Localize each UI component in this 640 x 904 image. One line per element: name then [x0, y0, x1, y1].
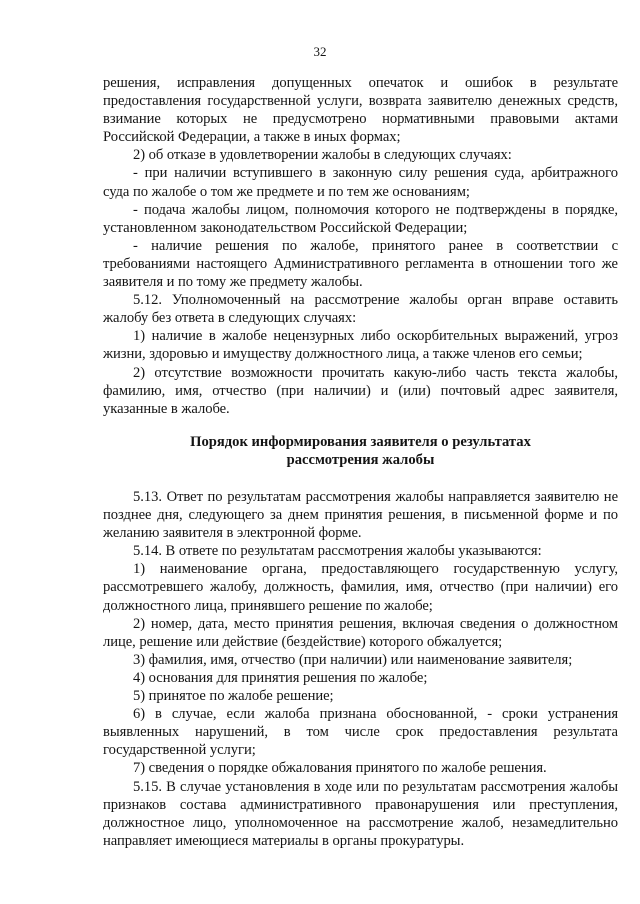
page-number: 32 — [313, 44, 327, 59]
paragraph-item-7: 7) сведения о порядке обжалования принятого по жалобе решения. — [133, 760, 547, 777]
paragraph-obscene-language: 1) наличие в жалобе нецензурных либо оскорбительных выражений, угроз жизни, здоровью и имуществу должностного лица, а также членов его семьи; — [103, 328, 618, 363]
paragraph-5-13: 5.13. Ответ по результатам рассмотрения жалобы направляется заявителю не позднее дня, следующего за днем принятия решения, в письменной форме и по желанию заявителя в электронной форме. — [103, 489, 618, 542]
paragraph-unauthorized-filing: - подача жалобы лицом, полномочия которого не подтверждены в порядке, установленном законодательством Российской Федерации; — [103, 201, 618, 236]
paragraph-item-5: 5) принятое по жалобе решение; — [133, 688, 334, 705]
paragraph-item-4: 4) основания для принятия решения по жалобе; — [133, 669, 428, 686]
paragraph-item-1: 1) наименование органа, предоставляющего государственную услугу, рассмотревшего жалобу, должность, фамилия, имя, отчество (при наличии) его должностного лица, принявшего решение по жалобе; — [103, 561, 618, 614]
text-block-response-content — [103, 488, 618, 850]
paragraph-refusal-cases: 2) об отказе в удовлетворении жалобы в следующих случаях: — [133, 147, 512, 164]
text-block-complaint-grounds — [103, 74, 618, 418]
paragraph-5-15: 5.15. В случае установления в ходе или по результатам рассмотрения жалобы признаков состава административного правонарушения или преступления, должностное лицо, уполномоченное на рассмотрение жалоб, незамедлительно направляет имеющиеся материалы в органы прокуратуры. — [103, 778, 618, 849]
section-heading-line-1: Порядок информирования заявителя о результатах — [190, 434, 531, 450]
paragraph-5-14: 5.14. В ответе по результатам рассмотрения жалобы указываются: — [133, 543, 542, 560]
paragraph-item-3: 3) фамилия, имя, отчество (при наличии) или наименование заявителя; — [133, 651, 573, 668]
paragraph-5-12: 5.12. Уполномоченный на рассмотрение жалобы орган вправе оставить жалобу без ответа в следующих случаях: — [103, 292, 618, 327]
paragraph-item-2: 2) номер, дата, место принятия решения, включая сведения о должностном лице, решение или действие (бездействие) которого обжалуется; — [103, 615, 618, 650]
paragraph-item-6: 6) в случае, если жалоба признана обоснованной, - сроки устранения выявленных нарушений, в том числе срок предоставления результата государственной услуги; — [103, 706, 618, 759]
section-heading-line-2: рассмотрения жалобы — [286, 452, 435, 469]
paragraph-court-decision: - при наличии вступившего в законную силу решения суда, арбитражного суда по жалобе о том же предмете и по тем же основаниям; — [103, 165, 618, 200]
section-heading — [103, 433, 618, 469]
paragraph-unreadable-text: 2) отсутствие возможности прочитать какую-либо часть текста жалобы, фамилию, имя, отчество (при наличии) и (или) почтовый адрес заявителя, указанные в жалобе. — [103, 364, 618, 417]
paragraph-continuation: решения, исправления допущенных опечаток и ошибок в результате предоставления государственной услуги, возврата заявителю денежных средств, взимание которых не предусмотрено нормативными правовыми актами Российской Федерации, а также в иных формах; — [103, 75, 618, 146]
paragraph-prior-decision: - наличие решения по жалобе, принятого ранее в соответствии с требованиями настоящего Административного регламента в отношении того же заявителя и по тому же предмету жалобы. — [103, 237, 618, 291]
